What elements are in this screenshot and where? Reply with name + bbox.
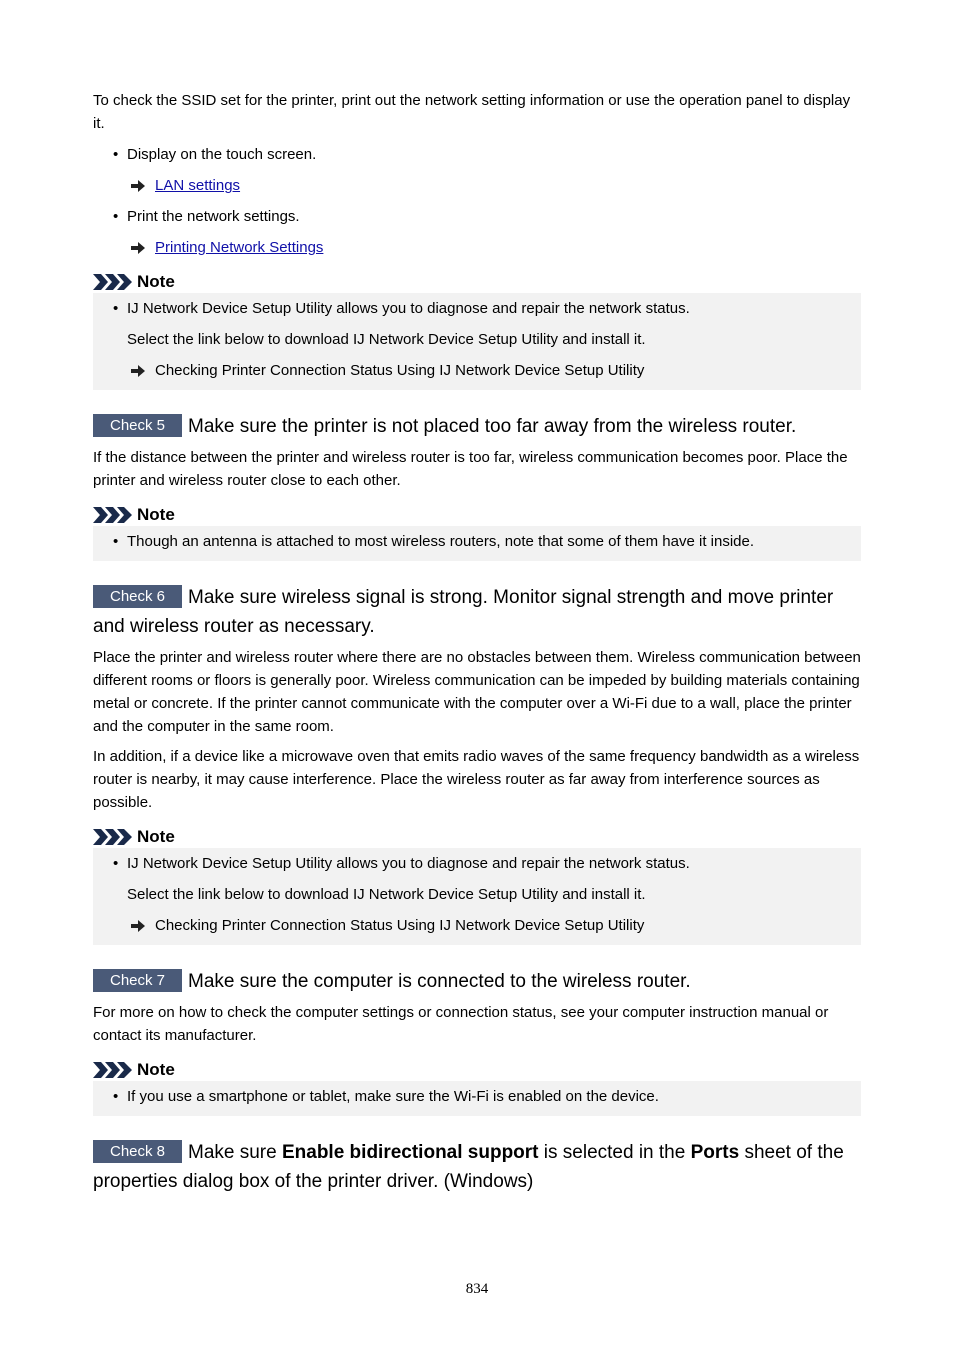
check6-paragraph-1: Place the printer and wireless router where there are no obstacles between them. Wireless communication between different rooms or floors is generally poor. Wireless communication can be impeded by building materials containing metal or concrete. If the printer cannot communicate with the computer over a Wi-Fi due to a wall, place the printer and the computer in the same room. bbox=[93, 649, 861, 735]
note-bullet bbox=[93, 1085, 861, 1108]
bullet-dot: • bbox=[113, 300, 119, 317]
note-header bbox=[93, 826, 861, 848]
page-number: 834 bbox=[465, 1281, 489, 1297]
note-title: Note bbox=[137, 505, 175, 524]
link-line bbox=[93, 174, 861, 197]
lan-settings-link[interactable]: LAN settings bbox=[155, 177, 241, 194]
check8-heading bbox=[93, 1138, 861, 1196]
note-title: Note bbox=[137, 1060, 175, 1079]
note-bullet bbox=[93, 530, 861, 553]
note-header bbox=[93, 271, 861, 293]
note-bullet-text: Though an antenna is attached to most wireless routers, note that some of them have it inside. bbox=[127, 533, 755, 550]
note-title: Note bbox=[137, 272, 175, 291]
note-box bbox=[93, 1081, 861, 1116]
note-box bbox=[93, 848, 861, 945]
bullet-item bbox=[93, 143, 861, 166]
check7-paragraph: For more on how to check the computer settings or connection status, see your computer instruction manual or contact its manufacturer. bbox=[93, 1004, 829, 1044]
note-bullet-text: IJ Network Device Setup Utility allows you to diagnose and repair the network status. bbox=[127, 855, 690, 872]
bullet-dot: • bbox=[113, 208, 119, 225]
intro-paragraph: To check the SSID set for the printer, print out the network setting information or use the operation panel to display it. bbox=[93, 92, 851, 132]
document-page bbox=[93, 89, 861, 1196]
note-arrow-line bbox=[93, 359, 861, 382]
note-arrow-text: Checking Printer Connection Status Using IJ Network Device Setup Utility bbox=[155, 917, 645, 934]
note-line: Select the link below to download IJ Network Device Setup Utility and install it. bbox=[127, 886, 646, 903]
check8-heading-part2: is selected in the bbox=[538, 1142, 691, 1163]
bullet-dot: • bbox=[113, 1088, 119, 1105]
bullet-text: Display on the touch screen. bbox=[127, 146, 317, 163]
check8-badge: Check 8 bbox=[93, 1140, 182, 1163]
note-bullet bbox=[93, 852, 861, 875]
check6-body bbox=[93, 646, 861, 814]
right-arrow-icon bbox=[131, 180, 145, 192]
note-chevrons-icon bbox=[93, 274, 133, 290]
note-bullet-text: IJ Network Device Setup Utility allows you to diagnose and repair the network status. bbox=[127, 300, 690, 317]
check6-heading bbox=[93, 583, 861, 641]
note-line: Select the link below to download IJ Network Device Setup Utility and install it. bbox=[127, 331, 646, 348]
check5-heading bbox=[93, 412, 861, 441]
check5-body bbox=[93, 446, 861, 492]
note-bullet bbox=[93, 297, 861, 320]
check7-heading-text: Make sure the computer is connected to the wireless router. bbox=[188, 971, 691, 992]
bullet-item bbox=[93, 205, 861, 228]
check7-body bbox=[93, 1001, 861, 1047]
check7-heading bbox=[93, 967, 861, 996]
note-header bbox=[93, 1059, 861, 1081]
note-chevrons-icon bbox=[93, 829, 133, 845]
right-arrow-icon bbox=[131, 920, 145, 932]
check8-heading-part1: Make sure bbox=[188, 1142, 282, 1163]
bullet-dot: • bbox=[113, 855, 119, 872]
right-arrow-icon bbox=[131, 365, 145, 377]
enable-bidirectional-support-label: Enable bidirectional support bbox=[281, 1142, 539, 1163]
check5-heading-text: Make sure the printer is not placed too far away from the wireless router. bbox=[188, 416, 797, 437]
bullet-text: Print the network settings. bbox=[127, 208, 300, 225]
check8-heading-part3: sheet of the properties dialog box of the printer driver. (Windows) bbox=[93, 1142, 844, 1192]
check6-heading-text: Make sure wireless signal is strong. Monitor signal strength and move printer and wireless router as necessary. bbox=[93, 587, 834, 637]
note-title: Note bbox=[137, 827, 175, 846]
note-chevrons-icon bbox=[93, 1062, 133, 1078]
ports-label: Ports bbox=[690, 1142, 740, 1163]
check6-paragraph-2: In addition, if a device like a microwave oven that emits radio waves of the same frequency bandwidth as a wireless router is nearby, it may cause interference. Place the wireless router as far away from interference sources as possible. bbox=[93, 748, 860, 811]
note-arrow-line bbox=[93, 914, 861, 937]
note-header bbox=[93, 504, 861, 526]
check5-badge: Check 5 bbox=[93, 414, 182, 437]
check6-badge: Check 6 bbox=[93, 585, 182, 608]
link-line bbox=[93, 236, 861, 259]
bullet-dot: • bbox=[113, 146, 119, 163]
note-bullet-text: If you use a smartphone or tablet, make sure the Wi-Fi is enabled on the device. bbox=[127, 1088, 659, 1105]
bullet-dot: • bbox=[113, 533, 119, 550]
note-chevrons-icon bbox=[93, 507, 133, 523]
right-arrow-icon bbox=[131, 242, 145, 254]
note-arrow-text: Checking Printer Connection Status Using IJ Network Device Setup Utility bbox=[155, 362, 645, 379]
printing-network-settings-link[interactable]: Printing Network Settings bbox=[155, 239, 324, 256]
check7-badge: Check 7 bbox=[93, 969, 182, 992]
note-box bbox=[93, 293, 861, 390]
check5-paragraph: If the distance between the printer and wireless router is too far, wireless communication becomes poor. Place the printer and wireless router close to each other. bbox=[93, 449, 848, 489]
note-box bbox=[93, 526, 861, 561]
